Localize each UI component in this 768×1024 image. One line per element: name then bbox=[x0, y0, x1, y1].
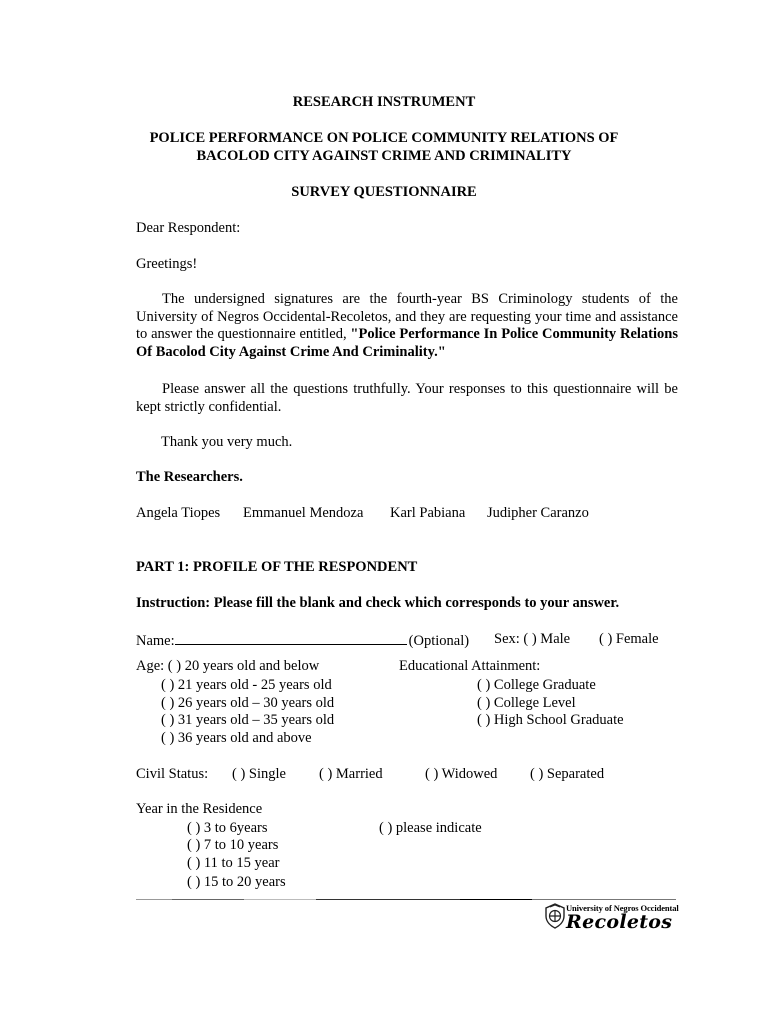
civil-status-option[interactable]: ( ) Married bbox=[319, 766, 383, 782]
researcher-name: Judipher Caranzo bbox=[487, 505, 589, 521]
document-title: RESEARCH INSTRUMENT bbox=[292, 94, 476, 110]
study-title-line-2: BACOLOD CITY AGAINST CRIME AND CRIMINALITY bbox=[196, 148, 572, 164]
footer-rule bbox=[244, 899, 316, 900]
researcher-name: Emmanuel Mendoza bbox=[243, 505, 364, 521]
footer-rule bbox=[460, 899, 532, 900]
logo-university-name: University of Negros Occidental bbox=[566, 903, 679, 913]
residence-label: Year in the Residence bbox=[136, 801, 263, 817]
name-field[interactable] bbox=[175, 630, 407, 645]
greeting: Greetings! bbox=[136, 256, 198, 272]
age-option[interactable]: ( ) 31 years old – 35 years old bbox=[161, 712, 335, 728]
university-logo bbox=[544, 903, 680, 933]
sex-male-option[interactable]: Sex: ( ) Male bbox=[494, 631, 571, 647]
civil-status-option[interactable]: ( ) Single bbox=[232, 766, 286, 782]
questionnaire-title: "Police Performance In Police Community Relations Of Bacolod City Against Crime And Criminality." bbox=[136, 326, 678, 360]
signoff: The Researchers. bbox=[136, 469, 243, 485]
age-option[interactable]: ( ) 26 years old – 30 years old bbox=[161, 695, 335, 711]
sex-female-option[interactable]: ( ) Female bbox=[599, 631, 659, 647]
education-option[interactable]: ( ) High School Graduate bbox=[477, 712, 624, 728]
salutation: Dear Respondent: bbox=[136, 220, 241, 236]
civil-status-option[interactable]: ( ) Widowed bbox=[425, 766, 498, 782]
age-option[interactable]: ( ) 36 years old and above bbox=[161, 730, 312, 746]
university-crest-icon bbox=[544, 903, 566, 929]
researcher-name: Angela Tiopes bbox=[136, 505, 221, 521]
intro-text: The undersigned signatures are the fourth-year BS Criminology students of the University of Negros Occidental-Recoletos, and they are requesting your time and assistance to answer the questionnaire entitled, bbox=[136, 291, 678, 342]
name-optional-note: (Optional) bbox=[408, 633, 470, 649]
civil-status-option[interactable]: ( ) Separated bbox=[530, 766, 605, 782]
age-option[interactable]: ( ) 21 years old - 25 years old bbox=[161, 677, 332, 693]
education-option[interactable]: ( ) College Graduate bbox=[477, 677, 596, 693]
residence-option[interactable]: ( ) 3 to 6years bbox=[187, 820, 268, 836]
name-label: Name: bbox=[136, 633, 175, 649]
part1-heading: PART 1: PROFILE OF THE RESPONDENT bbox=[136, 559, 418, 575]
thanks-line: Thank you very much. bbox=[161, 434, 293, 450]
footer-rule bbox=[136, 899, 172, 900]
researcher-name: Karl Pabiana bbox=[390, 505, 466, 521]
instructions-text: Please answer all the questions truthfully. Your responses to this questionnaire will be kept strictly confidential. bbox=[136, 381, 678, 415]
footer-rule bbox=[172, 899, 244, 900]
age-option[interactable]: Age: ( ) 20 years old and below bbox=[136, 658, 320, 674]
residence-option[interactable]: ( ) 7 to 10 years bbox=[187, 837, 279, 853]
name-row bbox=[136, 630, 469, 650]
part1-instruction: Instruction: Please fill the blank and check which corresponds to your answer. bbox=[136, 595, 620, 611]
intro-paragraph bbox=[136, 291, 678, 361]
residence-option[interactable]: ( ) 15 to 20 years bbox=[187, 874, 286, 890]
footer-rule bbox=[532, 899, 676, 900]
civil-status-label: Civil Status: bbox=[136, 766, 209, 782]
survey-subtitle: SURVEY QUESTIONNAIRE bbox=[291, 184, 477, 200]
residence-option[interactable]: ( ) 11 to 15 year bbox=[187, 855, 280, 871]
logo-recoletos: Recoletos bbox=[566, 911, 673, 933]
footer-rule bbox=[316, 899, 460, 900]
education-option[interactable]: ( ) College Level bbox=[477, 695, 576, 711]
education-label: Educational Attainment: bbox=[399, 658, 541, 674]
instructions-paragraph bbox=[136, 381, 678, 416]
study-title-line-1: POLICE PERFORMANCE ON POLICE COMMUNITY RELATIONS OF bbox=[149, 130, 619, 146]
residence-other-option[interactable]: ( ) please indicate bbox=[379, 820, 482, 836]
